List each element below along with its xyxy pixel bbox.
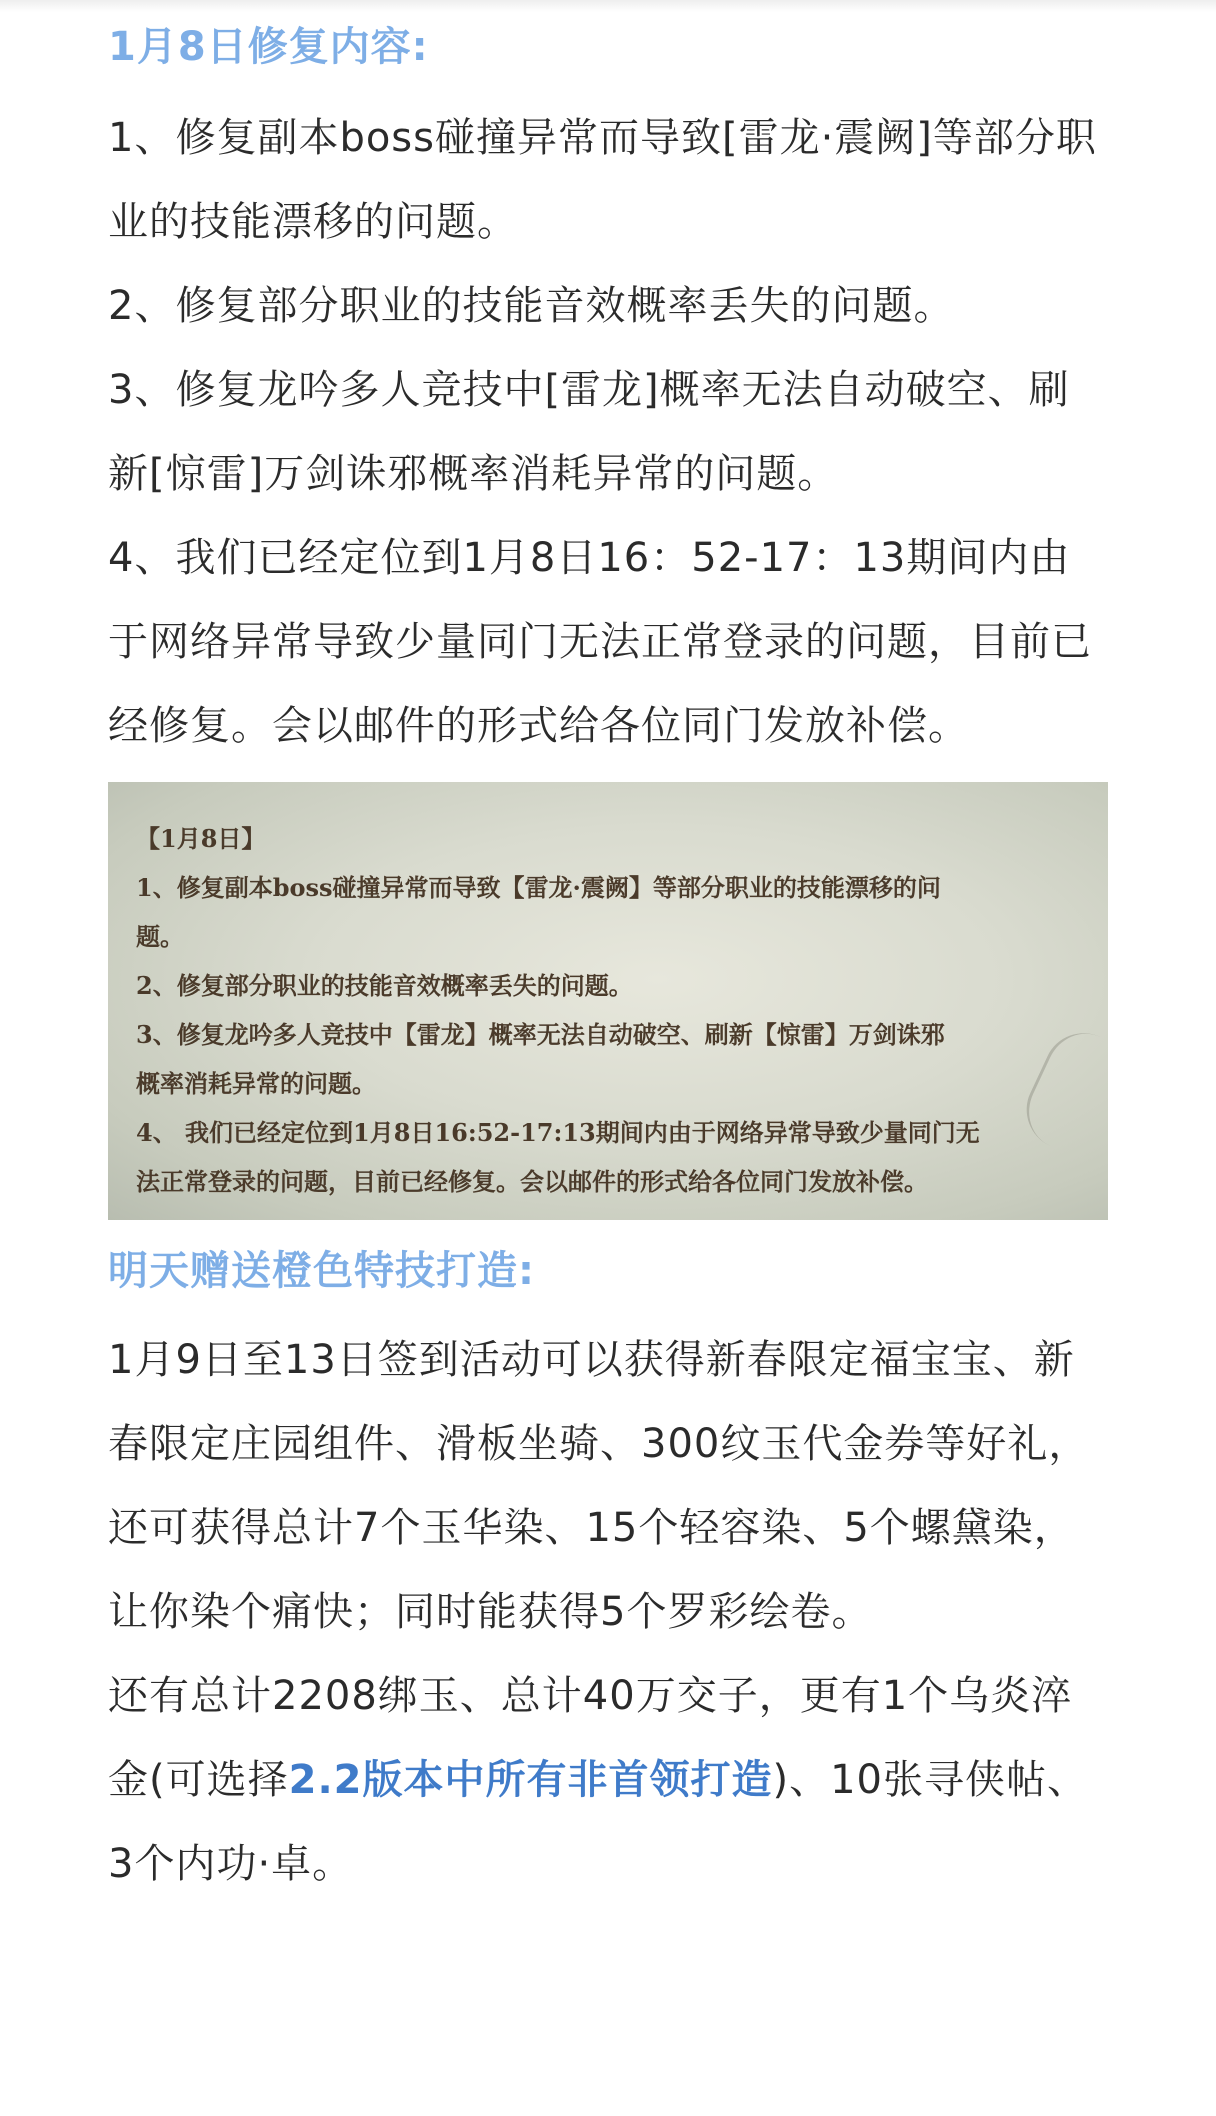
highlight-link[interactable]: 2.2版本中所有非首领打造: [288, 1757, 773, 1803]
gift-text-after: )、10张寻侠帖、3个内功·卓。: [108, 1757, 1088, 1887]
screenshot-line: 法正常登录的问题，目前已经修复。会以邮件的形式给各位同门发放补偿。: [136, 1167, 928, 1196]
fix-item-2: 2、修复部分职业的技能音效概率丢失的问题。: [108, 283, 955, 329]
section-heading-fix: 1月8日修复内容:: [108, 24, 429, 70]
fix-item-3: 3、修复龙吟多人竞技中[雷龙]概率无法自动破空、刷新[惊雷]万剑诛邪概率消耗异常的问题。: [108, 367, 1070, 497]
gift-paragraph-2: [108, 1654, 1108, 1906]
fix-item-1: 1、修复副本boss碰撞异常而导致[雷龙·震阙]等部分职业的技能漂移的问题。: [108, 115, 1097, 245]
announcement-screenshot: [108, 782, 1108, 1220]
gift-paragraph-1: 1月9日至13日签到活动可以获得新春限定福宝宝、新春限定庄园组件、滑板坐骑、300纹玉代金券等好礼，还可获得总计7个玉华染、15个轻容染、5个螺黛染，让你染个痛快；同时能获得5个罗彩绘卷。: [108, 1337, 1090, 1635]
fix-item-4: 4、我们已经定位到1月8日16：52-17：13期间内由于网络异常导致少量同门无法正常登录的问题，目前已经修复。会以邮件的形式给各位同门发放补偿。: [108, 535, 1092, 749]
screenshot-text: [136, 814, 1084, 1206]
top-divider: [0, 0, 1216, 12]
screenshot-line: 概率消耗异常的问题。: [136, 1069, 376, 1098]
screenshot-line: 1、修复副本boss碰撞异常而导致【雷龙·震阙】等部分职业的技能漂移的问: [136, 873, 941, 902]
section-heading-gift: 明天赠送橙色特技打造:: [108, 1248, 535, 1294]
screenshot-line: 题。: [136, 922, 184, 951]
screenshot-line: 3、修复龙吟多人竞技中【雷龙】概率无法自动破空、刷新【惊雷】万剑诛邪: [136, 1020, 945, 1049]
gift-text-before: 还有总计2208绑玉、总计40万交子，更有1个乌炎淬金(可选择: [108, 1673, 1073, 1803]
screenshot-line: 4、 我们已经定位到1月8日16:52-17:13期间内由于网络异常导致少量同门无: [136, 1118, 980, 1147]
screenshot-line: 【1月8日】: [136, 824, 266, 853]
screenshot-line: 2、修复部分职业的技能音效概率丢失的问题。: [136, 971, 633, 1000]
article-body: [108, 12, 1108, 1906]
